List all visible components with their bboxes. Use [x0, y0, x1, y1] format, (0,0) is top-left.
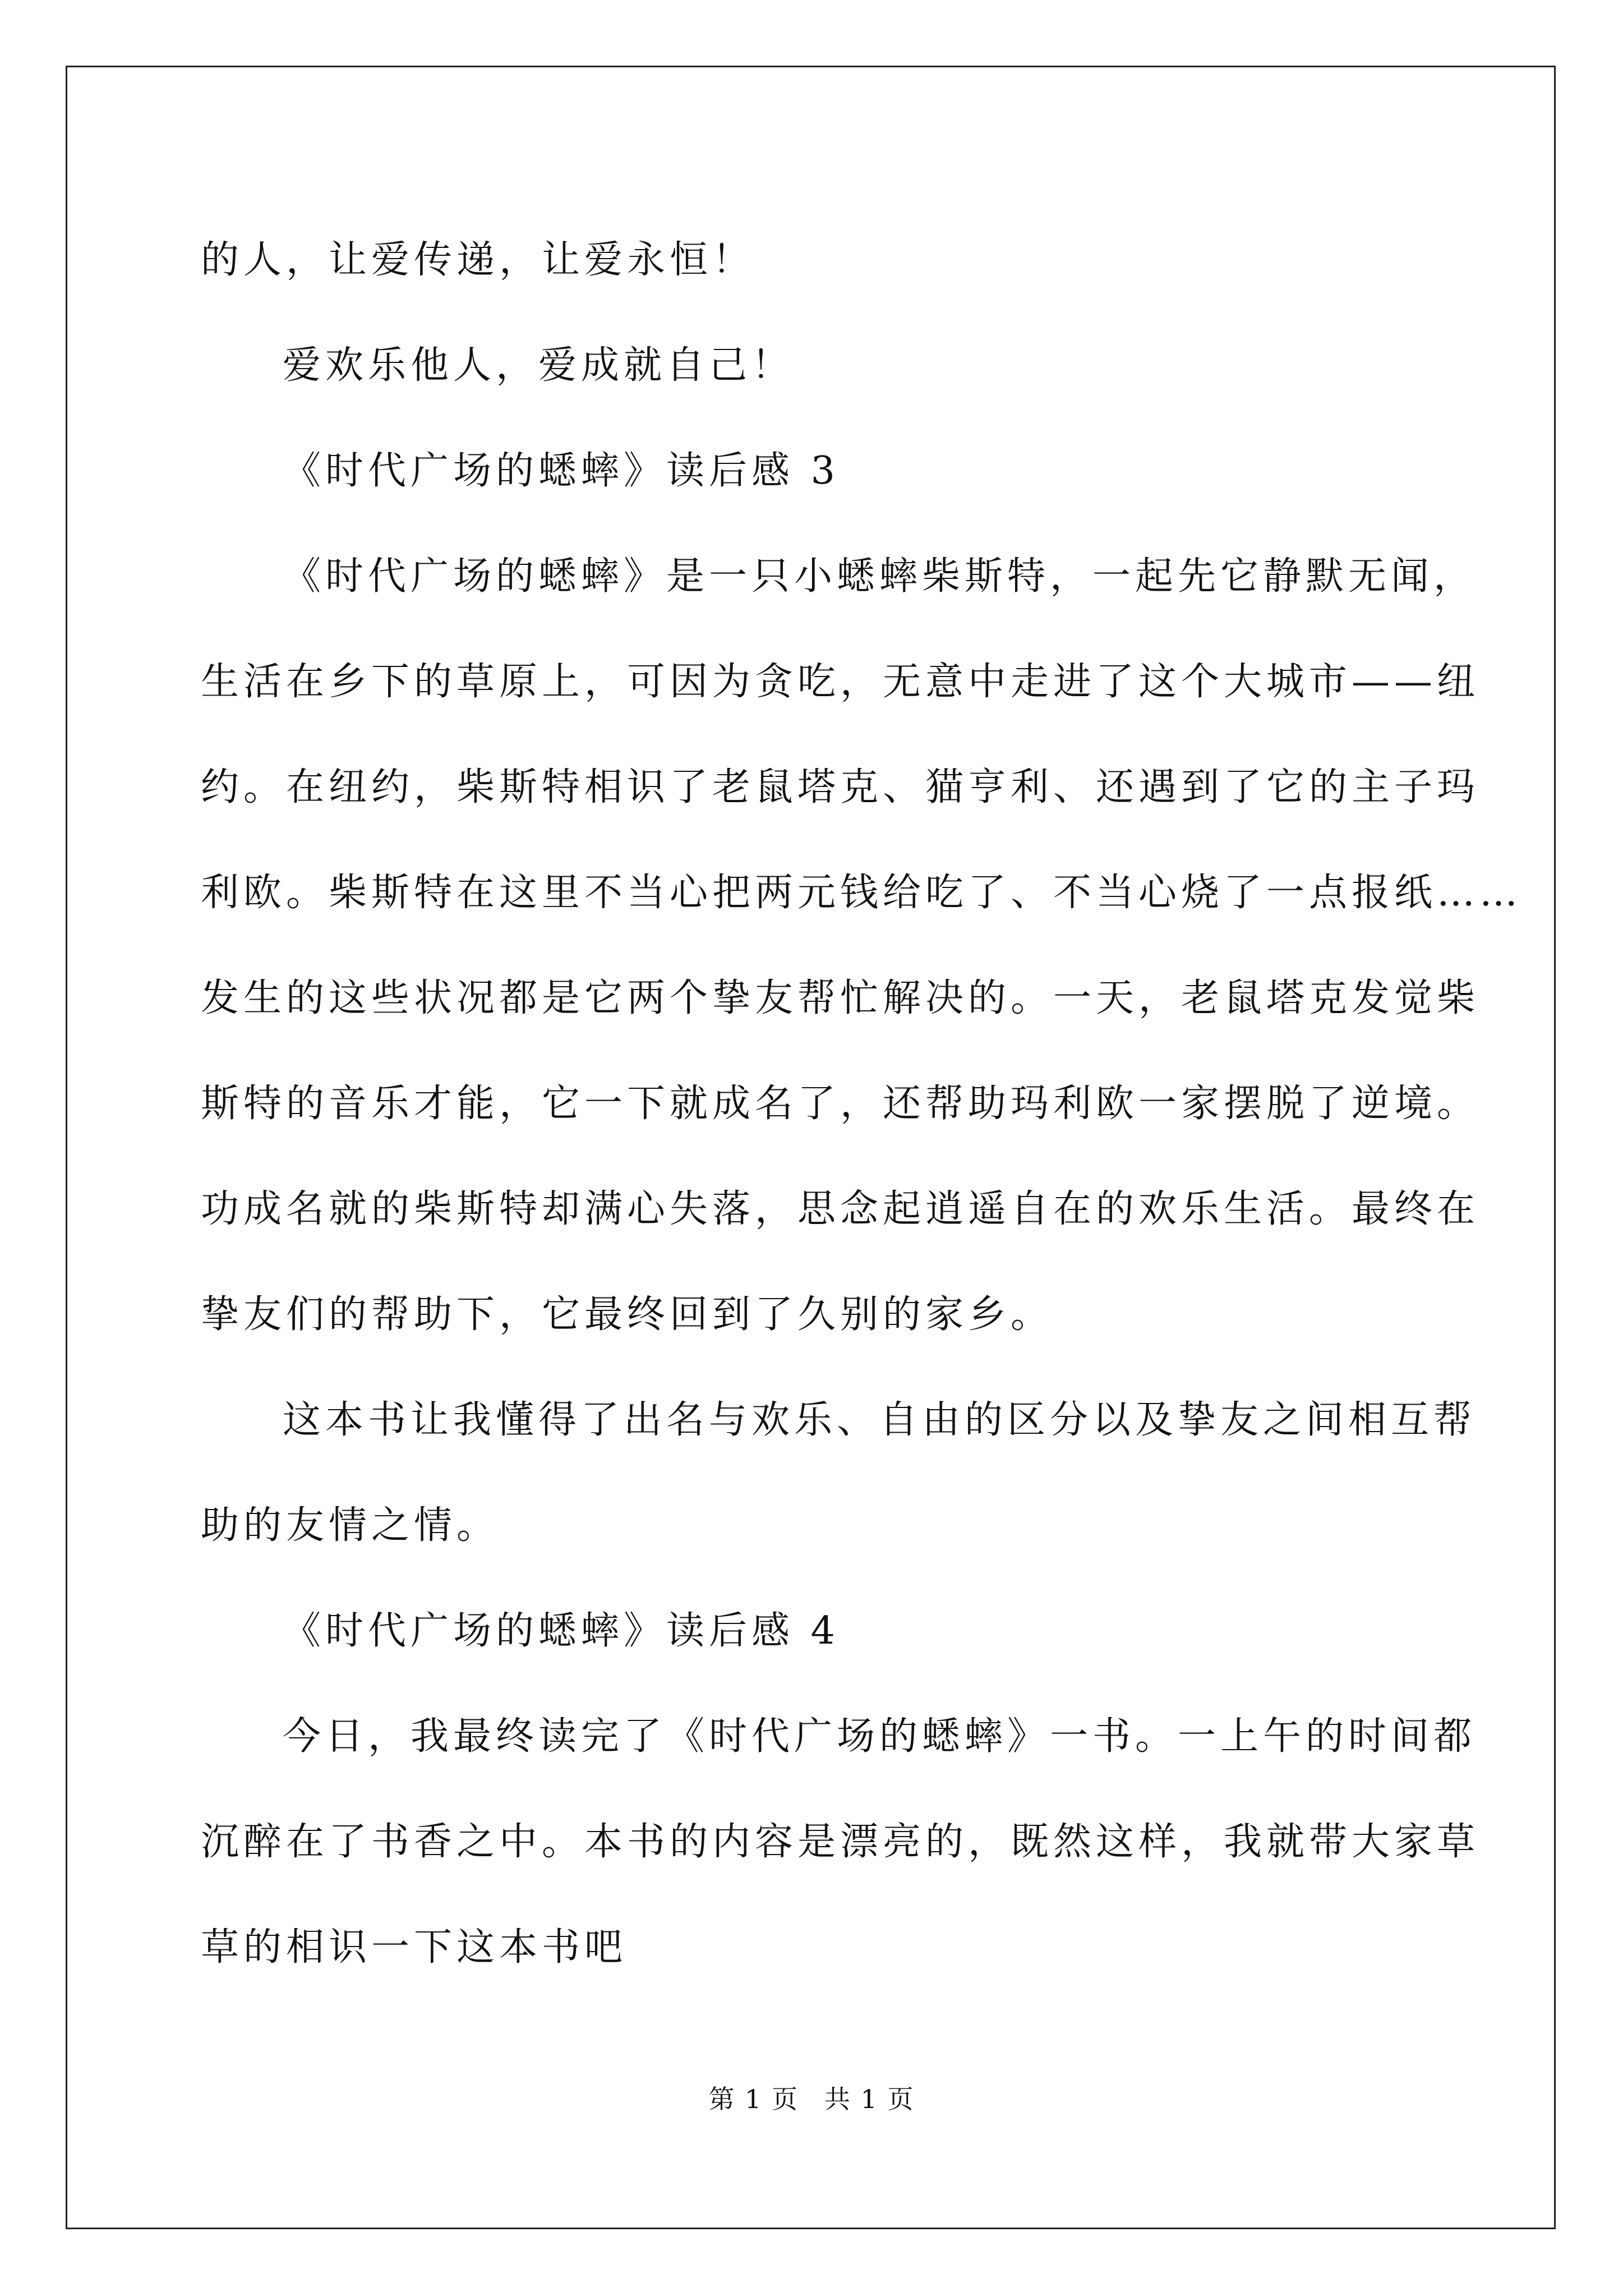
section-heading: 《时代广场的蟋蟀》读后感 3 [283, 449, 840, 493]
text-line: 挚友们的帮助下，它最终回到了久别的家乡。 [201, 1292, 1054, 1337]
document-body [201, 208, 1523, 2000]
text-line: 生活在乡下的草原上，可因为贪吃，无意中走进了这个大城市——纽 [201, 660, 1480, 704]
text-line: 《时代广场的蟋蟀》是一只小蟋蟀柴斯特，一起先它静默无闻， [283, 554, 1477, 599]
text-line: 的人，让爱传递，让爱永恒！ [201, 238, 755, 282]
page-total: 共 1 页 [824, 2084, 915, 2114]
text-line: 约。在纽约，柴斯特相识了老鼠塔克、猫亨利、还遇到了它的主子玛 [201, 765, 1480, 809]
text-line: 爱欢乐他人，爱成就自己！ [283, 343, 795, 388]
text-line: 助的友情之情。 [201, 1503, 500, 1548]
text-line: 今日，我最终读完了《时代广场的蟋蟀》一书。一上午的时间都 [283, 1714, 1477, 1759]
page-number: 第 1 页 [708, 2084, 799, 2114]
text-line: 沉醉在了书香之中。本书的内容是漂亮的，既然这样，我就带大家草 [201, 1820, 1480, 1864]
section-heading: 《时代广场的蟋蟀》读后感 4 [283, 1609, 840, 1653]
text-line: 发生的这些状况都是它两个挚友帮忙解决的。一天，老鼠塔克发觉柴 [201, 976, 1480, 1020]
text-line: 功成名就的柴斯特却满心失落，思念起逍遥自在的欢乐生活。最终在 [201, 1187, 1480, 1231]
text-line: 斯特的音乐才能，它一下就成名了，还帮助玛利欧一家摆脱了逆境。 [201, 1082, 1480, 1126]
text-line: 利欧。柴斯特在这里不当心把两元钱给吃了、不当心烧了一点报纸…… [201, 871, 1523, 915]
text-line: 这本书让我懂得了出名与欢乐、自由的区分以及挚友之间相互帮 [283, 1398, 1477, 1442]
text-line: 草的相识一下这本书吧 [201, 1925, 628, 1970]
page-footer [0, 2082, 1623, 2116]
